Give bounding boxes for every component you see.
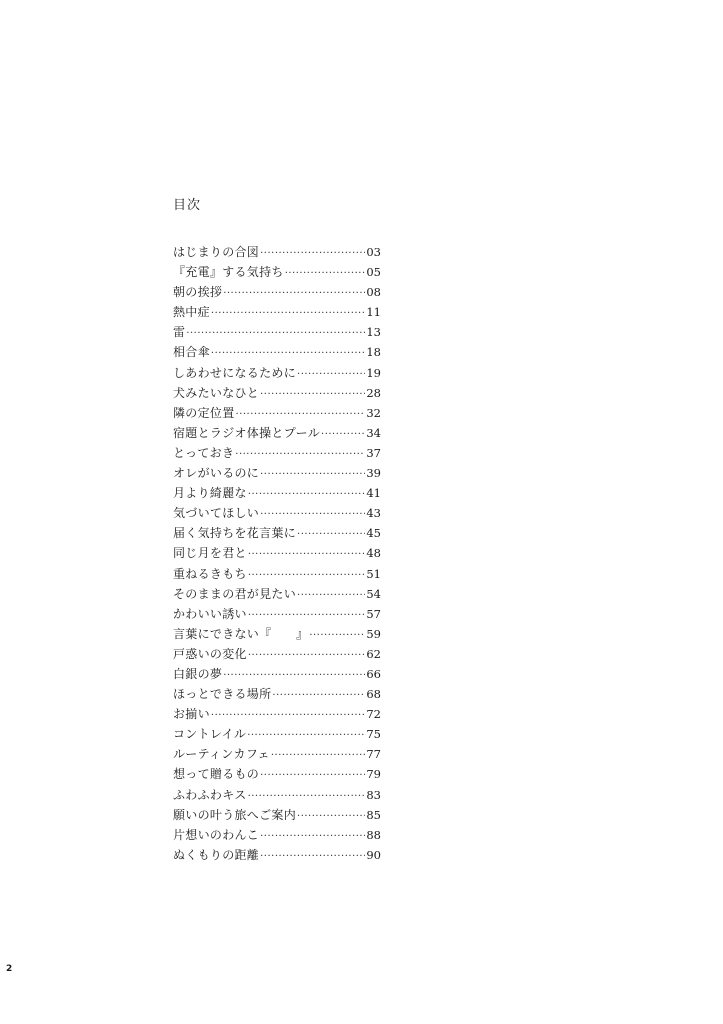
toc-entry-title: 隣の定位置	[173, 405, 235, 420]
toc-entry-title: 重ねるきもち	[173, 566, 247, 581]
toc-entry-title: お揃い	[173, 707, 210, 722]
toc-entry	[173, 403, 381, 423]
dot-leader	[236, 405, 366, 425]
toc-entry	[173, 363, 381, 383]
toc-entry	[173, 262, 381, 282]
toc-entry-title: 言葉にできない『 』	[173, 626, 309, 641]
toc-entry-title: とっておき	[173, 445, 235, 460]
toc-entry	[173, 483, 381, 503]
dot-leader	[321, 425, 365, 445]
toc-entry-page: 59	[366, 626, 381, 641]
toc-entry-page: 28	[366, 385, 381, 400]
toc-entry	[173, 845, 381, 865]
toc-entry-title: 朝の挨拶	[173, 285, 223, 300]
toc-entry-title: 届く気持ちを花言葉に	[173, 526, 297, 541]
page-number: 2	[6, 964, 13, 974]
toc-entry-title: 戸惑いの変化	[173, 646, 247, 661]
toc-entry	[173, 624, 381, 644]
dot-leader	[248, 545, 366, 565]
toc-entry	[173, 322, 381, 342]
toc-entry-title: 同じ月を君と	[173, 546, 247, 561]
toc-entry	[173, 282, 381, 302]
toc-entry-page: 79	[366, 767, 381, 782]
toc-entry-page: 05	[366, 265, 381, 280]
toc-entry-title: ほっとできる場所	[173, 687, 272, 702]
dot-leader	[260, 244, 365, 264]
dot-leader	[260, 766, 365, 786]
dot-leader	[272, 686, 365, 706]
dot-leader	[297, 586, 365, 606]
toc-entry-title: 熱中症	[173, 305, 210, 320]
toc-entry	[173, 744, 381, 764]
toc-entry-page: 85	[366, 807, 381, 822]
dot-leader	[260, 465, 365, 485]
dot-leader	[247, 726, 365, 746]
toc-entry	[173, 564, 381, 584]
dot-leader	[186, 324, 365, 344]
toc-entry-title: オレがいるのに	[173, 466, 260, 481]
dot-leader	[285, 264, 366, 284]
toc-entry	[173, 805, 381, 825]
dot-leader	[248, 646, 366, 666]
toc-entry-page: 57	[366, 606, 381, 621]
dot-leader	[211, 706, 365, 726]
dot-leader	[309, 626, 365, 646]
toc-entry-title: ふわふわキス	[173, 787, 247, 802]
toc-entry-page: 39	[366, 466, 381, 481]
toc-entry	[173, 584, 381, 604]
toc-entry	[173, 342, 381, 362]
dot-leader	[223, 284, 365, 304]
toc-entry-page: 54	[366, 586, 381, 601]
dot-leader	[248, 566, 366, 586]
toc-entry-page: 03	[366, 245, 381, 259]
toc-entry-page: 11	[366, 305, 381, 320]
toc-entry-page: 66	[366, 666, 381, 681]
dot-leader	[297, 365, 365, 385]
toc-entry	[173, 684, 381, 704]
dot-leader	[211, 344, 365, 364]
toc-entry	[173, 302, 381, 322]
toc-entry	[173, 503, 381, 523]
toc-entry	[173, 764, 381, 784]
toc-entry-page: 18	[366, 345, 381, 360]
dot-leader	[211, 304, 365, 324]
toc-entry-page: 45	[366, 526, 381, 541]
toc-entry	[173, 825, 381, 845]
toc-entry-title: 想って贈るもの	[173, 767, 260, 782]
toc-entry-page: 08	[366, 285, 381, 300]
toc-entry-title: コントレイル	[173, 727, 247, 742]
toc-entry-page: 37	[366, 445, 381, 460]
toc-entry-title: 白銀の夢	[173, 666, 223, 681]
toc-entry	[173, 423, 381, 443]
table-of-contents	[173, 198, 381, 865]
toc-entry-title: ルーティンカフェ	[173, 747, 270, 762]
toc-entry-title: 犬みたいなひと	[173, 385, 260, 400]
toc-list	[173, 242, 381, 865]
toc-entry	[173, 724, 381, 744]
dot-leader	[248, 606, 366, 626]
dot-leader	[271, 746, 366, 766]
toc-entry-page: 62	[366, 646, 381, 661]
toc-title: 目次	[173, 198, 202, 213]
toc-entry-page: 13	[366, 325, 381, 340]
toc-entry	[173, 704, 381, 724]
dot-leader	[260, 827, 365, 847]
toc-entry-title: はじまりの合図	[173, 245, 260, 259]
toc-entry	[173, 523, 381, 543]
toc-entry-page: 41	[366, 486, 381, 501]
toc-entry-page: 34	[366, 425, 381, 440]
toc-entry-page: 19	[366, 365, 381, 380]
toc-entry-title: 月より綺麗な	[173, 486, 247, 501]
toc-entry-title: そのままの君が見たい	[173, 586, 297, 601]
toc-entry-page: 77	[366, 747, 381, 762]
toc-entry	[173, 443, 381, 463]
toc-entry	[173, 463, 381, 483]
toc-entry-page: 51	[366, 566, 381, 581]
toc-entry-page: 83	[366, 787, 381, 802]
dot-leader	[248, 787, 366, 807]
toc-entry	[173, 242, 381, 262]
toc-entry-title: 気づいてほしい	[173, 506, 260, 521]
toc-entry	[173, 664, 381, 684]
toc-entry-page: 68	[366, 687, 381, 702]
toc-entry-page: 72	[366, 707, 381, 722]
dot-leader	[260, 385, 365, 405]
dot-leader	[223, 666, 365, 686]
toc-entry-page: 43	[366, 506, 381, 521]
toc-entry-title: しあわせになるために	[173, 365, 297, 380]
toc-entry-page: 32	[366, 405, 381, 420]
toc-entry	[173, 543, 381, 563]
toc-entry	[173, 383, 381, 403]
dot-leader	[260, 505, 365, 525]
toc-entry-title: 『充電』する気持ち	[173, 265, 284, 280]
toc-entry-page: 88	[366, 827, 381, 842]
toc-entry	[173, 604, 381, 624]
toc-entry	[173, 785, 381, 805]
toc-entry-title: 宿題とラジオ体操とプール	[173, 425, 321, 440]
toc-entry-title: 雷	[173, 325, 186, 340]
dot-leader	[248, 485, 366, 505]
dot-leader	[297, 525, 365, 545]
dot-leader	[260, 847, 365, 867]
toc-entry-page: 48	[366, 546, 381, 561]
toc-entry-title: 相合傘	[173, 345, 210, 360]
toc-entry-page: 90	[366, 847, 381, 862]
toc-entry-page: 75	[366, 727, 381, 742]
toc-entry-title: かわいい誘い	[173, 606, 247, 621]
toc-entry-title: ぬくもりの距離	[173, 847, 260, 862]
dot-leader	[297, 807, 365, 827]
toc-entry-title: 願いの叶う旅へご案内	[173, 807, 297, 822]
toc-entry-title: 片想いのわんこ	[173, 827, 260, 842]
toc-entry	[173, 644, 381, 664]
dot-leader	[235, 445, 365, 465]
